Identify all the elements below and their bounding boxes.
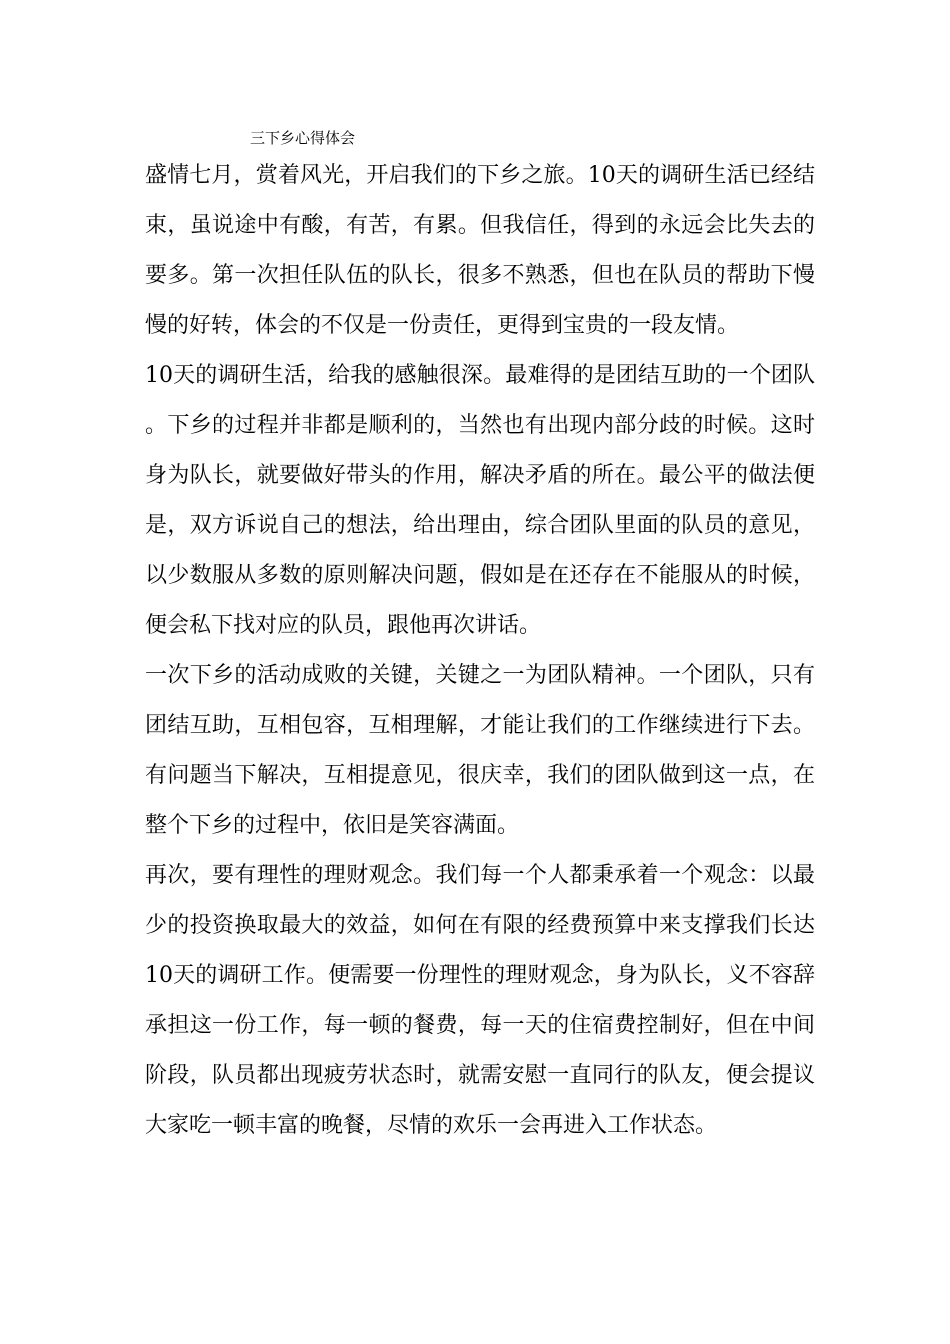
document-title: 三下乡心得体会	[250, 129, 356, 147]
paragraph-1: 盛情七月，赏着风光，开启我们的下乡之旅。10天的调研生活已经结束，虽说途中有酸，有苦，有累。但我信任，得到的永远会比失去的要多。第一次担任队伍的队长，很多不熟悉，但也在队员的帮助下慢慢的好转，体会的不仅是一份责任，更得到宝贵的一段友情。	[145, 163, 815, 338]
paragraph-3: 一次下乡的活动成败的关键，关键之一为团队精神。一个团队，只有团结互助，互相包容，互相理解，才能让我们的工作继续进行下去。有问题当下解决，互相提意见，很庆幸，我们的团队做到这一点，在整个下乡的过程中，依旧是笑容满面。	[145, 663, 815, 838]
paragraph-2: 10天的调研生活，给我的感触很深。最难得的是团结互助的一个团队。下乡的过程并非都是顺利的，当然也有出现内部分歧的时候。这时身为队长，就要做好带头的作用，解决矛盾的所在。最公平的做法便是，双方诉说自己的想法，给出理由，综合团队里面的队员的意见，以少数服从多数的原则解决问题，假如是在还存在不能服从的时候，便会私下找对应的队员，跟他再次讲话。	[145, 363, 815, 638]
document-body	[145, 151, 815, 1151]
paragraph-4: 再次，要有理性的理财观念。我们每一个人都秉承着一个观念：以最少的投资换取最大的效益，如何在有限的经费预算中来支撑我们长达10天的调研工作。便需要一份理性的理财观念，身为队长，义不容辞承担这一份工作，每一顿的餐费，每一天的住宿费控制好，但在中间阶段，队员都出现疲劳状态时，就需安慰一直同行的队友，便会提议大家吃一顿丰富的晚餐，尽情的欢乐一会再进入工作状态。	[145, 863, 815, 1138]
